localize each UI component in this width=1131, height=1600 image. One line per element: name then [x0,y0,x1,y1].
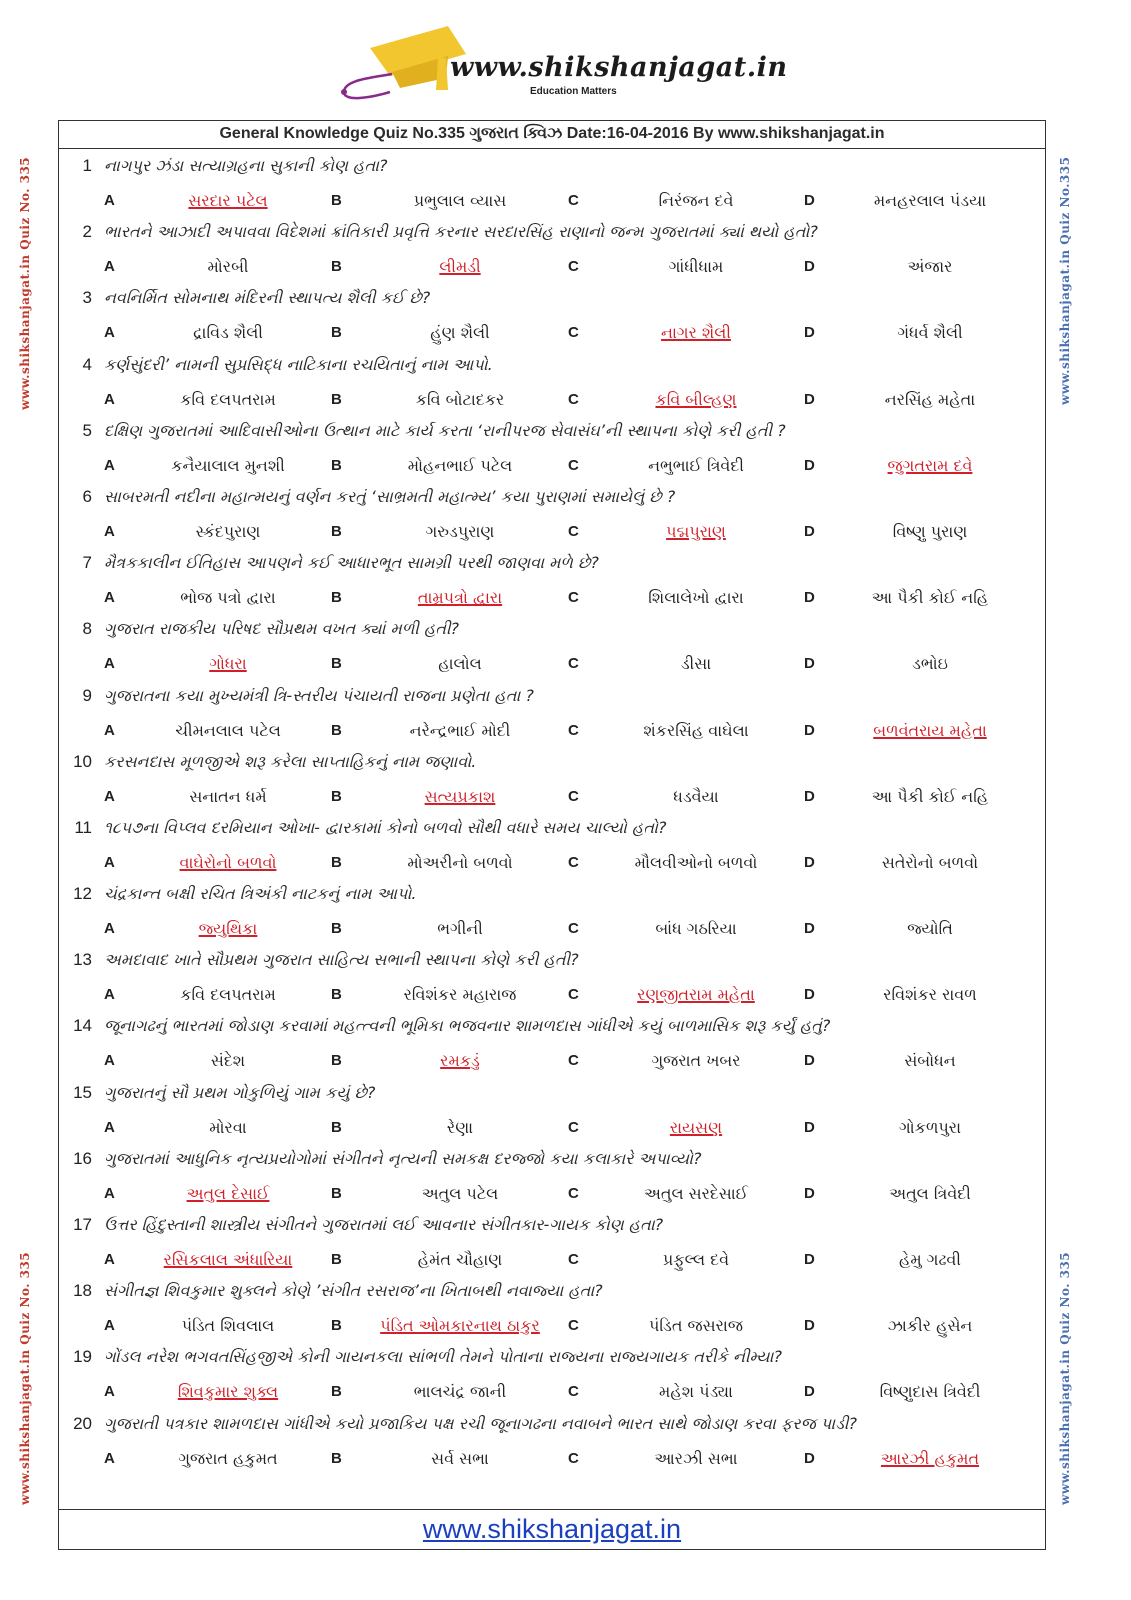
option-letter-a: A [104,920,115,938]
site-logo [330,18,810,110]
question-item [58,748,1046,814]
options-row [58,980,1046,1010]
answer-option: મોહનભાઈ પટેલ [407,455,513,475]
question-item [58,1079,1046,1145]
question-text: ગુજરાત રાજકીય પરિષદ સૌપ્રથમ વખત ક્યાં મળી હતી? [104,619,460,639]
answer-option: ભાલચંદ્ર જાની [413,1382,507,1402]
option-letter-d: D [804,522,815,540]
correct-answer-option: વાઘેરોનો બળવો [179,852,277,872]
question-item [58,549,1046,615]
question-item [58,1145,1046,1211]
answer-option: સતેરોનો બળવો [881,852,979,872]
question-number: 4 [82,354,92,374]
answer-option: સંદેશ [210,1051,246,1071]
options-row [58,1311,1046,1341]
answer-option: નરેન્દ્રભાઈ મોદી [409,720,511,740]
question-item [58,1012,1046,1078]
options-row [58,914,1046,944]
correct-answer-option: તામ્રપત્રો દ્વારા [417,588,503,608]
option-letter-a: A [104,853,115,871]
option-letter-c: C [568,1317,579,1335]
option-letter-a: A [104,589,115,607]
question-item [58,1211,1046,1277]
answer-option: વિષ્ણુદાસ ત્રિવેદી [879,1382,981,1402]
question-text: ૧૮૫૭ના વિપ્લવ દરમિયાન ઓખા- દ્વારકામાં કોનો બળવો સૌથી વધારે સમય ચાલ્યો હતો? [104,817,667,837]
question-number: 6 [82,486,92,506]
option-letter-b: B [331,456,342,474]
question-number: 5 [82,420,92,440]
question-text: ગુજરાતી પત્રકાર શામળદાસ ગાંધીએ કયો પ્રજાકિય પક્ષ રચી જૂનાગઢના નવાબને ભારત સાથે જોડાણ કરવા ફરજ પાડી? [104,1413,857,1433]
correct-answer-option: નાગર શૈલી [661,323,731,343]
question-text: ચંદ્રકાન્ત બક્ષી રચિત ત્રિઅંકી નાટકનું નામ આપો. [104,884,417,904]
answer-option: શંકરસિંહ વાઘેલા [643,720,749,740]
option-letter-c: C [568,1383,579,1401]
option-letter-b: B [331,1449,342,1467]
answer-option: ડીસા [680,654,712,674]
option-letter-b: B [331,920,342,938]
option-letter-b: B [331,1118,342,1136]
footer [59,1509,1045,1549]
option-letter-d: D [804,192,815,209]
answer-option: નિરંજન દવે [658,191,734,210]
option-letter-b: B [331,390,342,408]
option-letter-b: B [331,589,342,607]
answer-option: શિલાલેખો દ્વારા [648,588,744,608]
option-letter-d: D [804,1383,815,1401]
answer-option: સ્કંદપુરાણ [195,521,261,541]
question-number: 8 [82,619,92,639]
option-letter-d: D [804,721,815,739]
answer-option: કવિ બોટાદકર [415,389,505,409]
question-number: 14 [73,1016,92,1036]
option-letter-a: A [104,986,115,1004]
answer-option: હાલોલ [438,654,482,674]
question-item [58,1277,1046,1343]
correct-answer-option: બળવંતરાય મહેતા [873,720,987,740]
question-text: ગુજરાતનું સૌ પ્રથમ ગોકુળિયું ગામ કયું છે? [104,1082,376,1102]
option-letter-d: D [804,1449,815,1467]
option-letter-a: A [104,258,115,276]
question-number: 15 [73,1082,92,1102]
option-letter-a: A [104,1317,115,1335]
question-number: 1 [82,156,92,175]
correct-answer-option: કવિ બીલ્હણ [655,389,737,409]
answer-option: મનહરલાલ પંડયા [873,191,987,210]
answer-option: ગરુડપુરાણ [425,521,495,541]
options-row [58,848,1046,878]
correct-answer-option: રણજીતરામ મહેતા [637,985,755,1005]
question-item [58,880,1046,946]
option-letter-a: A [104,390,115,408]
side-label-left-bottom: www.shikshanjagat.in Quiz No. 335 [18,1251,32,1505]
answer-option: વિષ્ણુ પુરાણ [892,521,968,541]
answer-option: ઝાકીર હુસેન [887,1316,973,1336]
question-item [58,682,1046,748]
option-letter-b: B [331,787,342,805]
correct-answer-option: લીમડી [439,257,481,277]
option-letter-c: C [568,1118,579,1136]
answer-option: સર્વ સભા [431,1448,489,1468]
question-text: સંગીતજ્ઞ શિવકુમાર શુક્લને કોણે ’સંગીત રસરાજ’ના ખિતાબથી નવાજ્યા હતા? [104,1281,603,1301]
option-letter-d: D [804,1184,815,1202]
option-letter-b: B [331,1317,342,1335]
answer-option: રેણા [446,1117,474,1137]
option-letter-d: D [804,390,815,408]
question-number: 20 [73,1413,92,1433]
option-letter-b: B [331,721,342,739]
option-letter-b: B [331,655,342,673]
question-number: 18 [73,1281,92,1301]
answer-option: ભગીની [437,919,483,939]
option-letter-a: A [104,456,115,474]
answer-option: મોઅરીનો બળવો [407,852,513,872]
logo-tagline: Education Matters [530,86,617,97]
option-letter-d: D [804,1052,815,1070]
quiz-title: General Knowledge Quiz No.335 ગુજરાત ક્વિઝ Date:16-04-2016 By www.shikshanjagat.in [59,121,1045,149]
answer-option: અંજાર [907,257,953,277]
options-row [58,1444,1046,1474]
option-letter-d: D [804,787,815,805]
options-row [58,1179,1046,1209]
options-row [58,252,1046,282]
answer-option: ચીમનલાલ પટેલ [175,720,281,740]
answer-option: મોરબી [207,257,249,277]
option-letter-c: C [568,787,579,805]
answer-option: ગોકળપુરા [898,1117,962,1137]
option-letter-c: C [568,390,579,408]
answer-option: અતુલ પટેલ [421,1183,499,1203]
side-label-left-top: www.shikshanjagat.in Quiz No. 335 [18,156,32,410]
question-text: અમદાવાદ ખાતે સૌપ્રથમ ગુજરાત સાહિત્ય સભાની સ્થાપના કોણે કરી હતી? [104,950,579,970]
answer-option: સંબોધન [904,1051,956,1071]
question-item [58,946,1046,1012]
option-letter-b: B [331,1383,342,1401]
correct-answer-option: અતુલ દેસાઈ [186,1183,270,1203]
options-row [58,1377,1046,1407]
answer-option: કવિ દલપતરામ [180,985,276,1005]
footer-link[interactable]: www.shikshanjagat.in [422,1514,682,1544]
answer-option: કનૈયાલાલ મુનશી [171,455,285,475]
question-item [58,1343,1046,1409]
answer-option: આ પૈકી કોઈ નહિ [871,786,989,806]
question-text: ગુજરાતમાં આધુનિક નૃત્યપ્રયોગોમાં સંગીતને નૃત્યની સમકક્ષ દરજ્જો કયા કલાકારે અપાવ્યો? [104,1148,702,1168]
option-letter-c: C [568,324,579,342]
option-letter-d: D [804,655,815,673]
answer-option: આરઝી સભા [654,1448,738,1468]
option-letter-d: D [804,324,815,342]
question-number: 3 [82,288,92,308]
answer-option: બાંધ ગઠરિયા [655,919,737,939]
answer-option: અતુલ ત્રિવેદી [889,1183,971,1203]
question-number: 2 [82,222,92,242]
options-row [58,1113,1046,1143]
option-letter-c: C [568,853,579,871]
question-number: 7 [82,553,92,573]
option-letter-a: A [104,1251,115,1268]
question-text: ગુજરાતના કયા મુખ્યમંત્રી ત્રિ-સ્તરીય પંચાયતી રાજના પ્રણેતા હતા ? [104,685,534,705]
option-letter-c: C [568,1449,579,1467]
question-text: દક્ષિણ ગુજરાતમાં આદિવાસીઓના ઉત્થાન માટે કાર્ય કરતા ‘રાનીપરજ સેવાસંઘ’ની સ્થાપના કોણે કરી હતી ? [104,420,786,440]
answer-option: દ્રાવિડ શૈલી [193,323,263,343]
correct-answer-option: પદ્મપુરાણ [666,521,726,541]
answer-option: ભોજ પત્રો દ્વારા [180,588,276,608]
answer-option: સનાતન ધર્મ [189,786,267,806]
answer-option: મહેશ પંડ્યા [659,1382,733,1402]
options-row [58,517,1046,547]
answer-option: આ પૈકી કોઈ નહિ [871,588,989,608]
answer-option: હેમંત ચૌહાણ [417,1250,503,1269]
answer-option: ગંધર્વ શૈલી [897,323,963,343]
question-number: 9 [82,685,92,705]
correct-answer-option: રમકડું [440,1051,480,1071]
option-letter-a: A [104,1449,115,1467]
question-item [58,1410,1046,1476]
question-text: નવનિર્મિત સોમનાથ મંદિરની સ્થાપત્ય શૈલી કઈ છે? [104,288,431,308]
options-row [58,318,1046,348]
option-letter-d: D [804,1118,815,1136]
option-letter-b: B [331,986,342,1004]
option-letter-a: A [104,787,115,805]
option-letter-a: A [104,655,115,673]
question-number: 13 [73,950,92,970]
question-text: કર્ણસુંદરી’ નામની સુપ્રસિદ્ધ નાટિકાના રચયિતાનું નામ આપો. [104,354,493,374]
options-row [58,1046,1046,1076]
question-text: ભારતને આઝાદી અપાવવા વિદેશમાં ક્રાંતિકારી પ્રવૃત્તિ કરનાર સરદારસિંહ રાણાનો જન્મ ગુજરાતમાં ક્યાં થયો હતો? [104,222,818,242]
answer-option: રવિશંકર મહારાજ [403,985,517,1005]
question-item [58,814,1046,880]
option-letter-b: B [331,1052,342,1070]
side-label-right-top: www.shikshanjagat.in Quiz No.335 [1058,156,1072,405]
option-letter-b: B [331,853,342,871]
correct-answer-option: ગોધરા [209,654,247,674]
answer-option: રવિશંકર રાવળ [883,985,977,1005]
answer-option: ગાંધીધામ [668,257,724,277]
question-item [58,218,1046,284]
question-number: 10 [73,751,92,771]
options-row [58,385,1046,415]
question-text: ગોંડલ નરેશ ભગવતસિંહજીએ કોની ગાયનકલા સાંભળી તેમને પોતાના રાજ્યના રાજ્યગાયક તરીકે નીમ્યા? [104,1347,782,1367]
option-letter-b: B [331,1184,342,1202]
option-letter-c: C [568,721,579,739]
option-letter-d: D [804,1251,815,1268]
answer-option: પંડિત શિવલાલ [181,1316,275,1336]
option-letter-c: C [568,1184,579,1202]
answer-option: પ્રફુલ્લ દવે [662,1250,730,1269]
side-label-right-bottom: www.shikshanjagat.in Quiz No. 335 [1058,1251,1072,1505]
question-number: 17 [73,1215,92,1234]
answer-option: જ્યોતિ [907,919,953,939]
answer-option: ગુજરાત ખબર [651,1051,741,1071]
option-letter-c: C [568,522,579,540]
option-letter-d: D [804,589,815,607]
answer-option: ધડવૈયા [673,786,719,806]
options-row [58,649,1046,679]
option-letter-a: A [104,721,115,739]
answer-option: પંડિત જસરાજ [649,1316,743,1336]
option-letter-a: A [104,324,115,342]
correct-answer-option: સત્યપ્રકાશ [424,786,496,806]
question-number: 19 [73,1347,92,1367]
answer-option: હેમુ ગઢવી [899,1250,961,1269]
logo-site-name: www.shikshanjagat.in [450,52,788,83]
answer-option: ગુજરાત હકુમત [178,1448,278,1468]
correct-answer-option: જુગતરામ દવે [887,455,973,475]
options-row [58,1245,1046,1275]
option-letter-a: A [104,522,115,540]
options-row [58,186,1046,216]
options-row [58,451,1046,481]
option-letter-c: C [568,986,579,1004]
question-number: 12 [73,884,92,904]
question-item [58,351,1046,417]
option-letter-a: A [104,1118,115,1136]
option-letter-b: B [331,258,342,276]
option-letter-b: B [331,1251,342,1268]
option-letter-d: D [804,1317,815,1335]
option-letter-c: C [568,1251,579,1268]
options-row [58,782,1046,812]
question-item [58,417,1046,483]
options-row [58,583,1046,613]
question-text: સાબરમતી નદીના મહાત્મયનું વર્ણન કરતું ‘સાભ્રમતી મહાત્મ્ય’ કયા પુરાણમાં સમાયેલું છે ? [104,486,676,506]
question-text: કરસનદાસ મૂળજીએ શરૂ કરેલા સાપ્તાહિકનું નામ જણાવો. [104,751,477,771]
question-text: મૈત્રકકાલીન ઈતિહાસ આપણને કઈ આધારભૂત સામગ્રી પરથી જાણવા મળે છે? [104,553,599,573]
option-letter-a: A [104,1383,115,1401]
option-letter-c: C [568,258,579,276]
question-item [58,615,1046,681]
option-letter-b: B [331,522,342,540]
answer-option: મોરવા [209,1117,247,1137]
question-item [58,152,1046,218]
option-letter-c: C [568,589,579,607]
question-item [58,483,1046,549]
correct-answer-option: શિવકુમાર શુક્લ [177,1382,279,1402]
option-letter-c: C [568,920,579,938]
question-list [58,152,1046,1476]
question-text: નાગપુર ઝંડા સત્યાગ્રહના સુકાની કોણ હતા? [104,156,388,175]
option-letter-d: D [804,853,815,871]
option-letter-a: A [104,1052,115,1070]
question-text: જૂનાગઢનું ભારતમાં જોડાણ કરવામાં મહત્ત્વની ભૂમિકા ભજવનાર શામળદાસ ગાંધીએ કયું બાળમાસિક શરૂ કર્યું હતું? [104,1016,831,1036]
option-letter-c: C [568,192,579,209]
answer-option: ડભોઇ [912,654,948,674]
answer-option: નભુભાઈ ત્રિવેદી [648,455,744,475]
question-text: ઉત્તર હિંદુસ્તાની શાસ્ત્રીય સંગીતને ગુજરાતમાં લઈ આવનાર સંગીતકાર-ગાયક કોણ હતા? [104,1215,664,1234]
option-letter-d: D [804,258,815,276]
question-number: 11 [74,817,92,837]
correct-answer-option: આરઝી હકુમત [880,1448,980,1468]
correct-answer-option: પંડિત ઓમકારનાથ ઠાકુર [380,1316,540,1336]
answer-option: અતુલ સરદેસાઈ [643,1183,749,1203]
option-letter-a: A [104,1184,115,1202]
option-letter-b: B [331,324,342,342]
option-letter-a: A [104,192,115,209]
option-letter-c: C [568,456,579,474]
question-number: 16 [73,1148,92,1168]
question-item [58,284,1046,350]
answer-option: હુંણ શૈલી [430,323,490,343]
option-letter-d: D [804,920,815,938]
correct-answer-option: જ્યુથિકા [198,919,258,939]
options-row [58,716,1046,746]
option-letter-c: C [568,655,579,673]
option-letter-d: D [804,456,815,474]
graduation-cap-icon [330,18,470,110]
answer-option: નરસિંહ મહેતા [884,389,976,409]
answer-option: મૌલવીઓનો બળવો [634,852,758,872]
option-letter-b: B [331,192,342,209]
correct-answer-option: રસિકલાલ અંધારિયા [163,1250,293,1269]
answer-option: કવિ દલપતરામ [180,389,276,409]
option-letter-c: C [568,1052,579,1070]
answer-option: પ્રભુલાલ વ્યાસ [413,191,507,210]
correct-answer-option: સરદાર પટેલ [188,191,268,210]
correct-answer-option: રાયસણ [669,1117,723,1137]
option-letter-d: D [804,986,815,1004]
